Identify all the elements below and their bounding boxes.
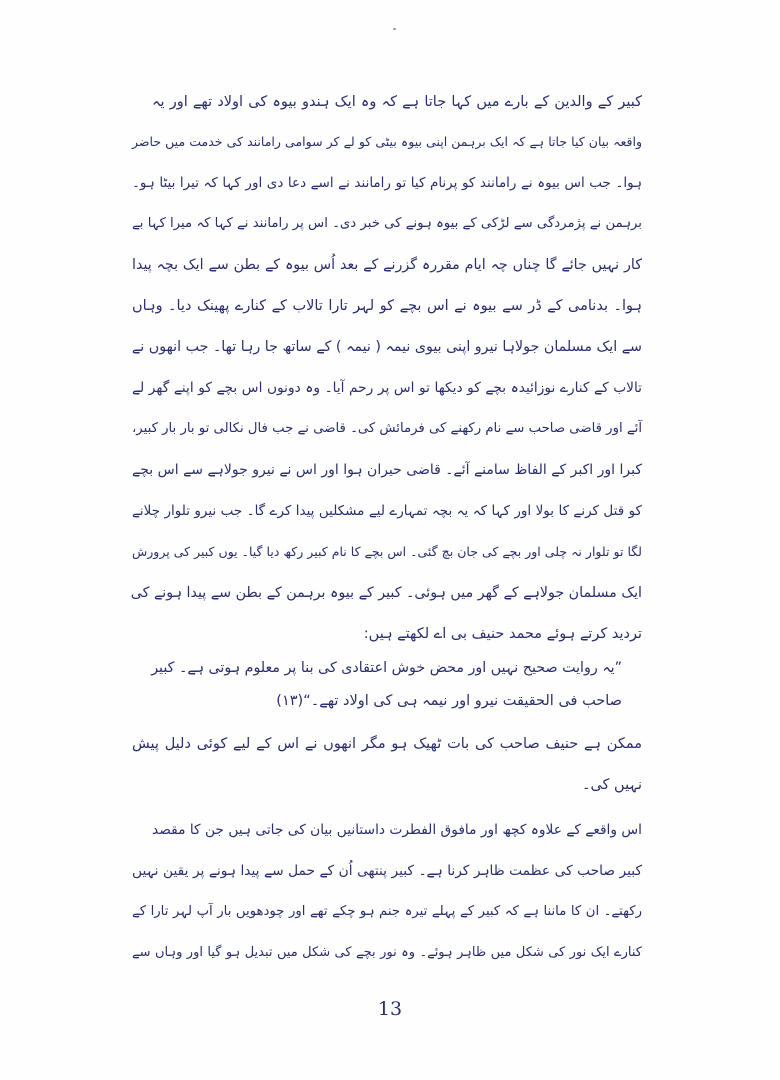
paragraph-line: لگا تو تلوار نہ چلی اور بچے کی جان بچ گئی۔ اس بچے کا نام کبیر رکھ دیا گیا۔ یوں کبیر کی پرورش xyxy=(132,544,642,559)
quote-line: صاحب فی الحقیقت نیرو اور نیمہ ہی کی اولاد تھے۔“(۱۳) xyxy=(276,693,622,709)
paragraph-line: کبیر صاحب کی عظمت ظاہر کرنا ہے۔ کبیر پنتھی اُن کے حمل سے پیدا ہونے پر یقین نہیں xyxy=(132,863,642,879)
paragraph-line: تردید کرتے ہوئے محمد حنیف بی اے لکھتے ہیں: xyxy=(363,626,642,642)
paragraph-line: سے ایک مسلمان جولاہا نیرو اپنی بیوی نیمہ ( نیمہ ) کے ساتھ جا رہا تھا۔ جب انھوں نے xyxy=(131,339,642,355)
paragraph-line: اس واقعے کے علاوہ کچھ اور مافوق الفطرت داستانیں بیان کی جاتی ہیں جن کا مقصد xyxy=(152,822,642,838)
paragraph-line: ہوا۔ بدنامی کے ڈر سے بیوہ نے اس بچے کو لہر تارا تالاب کے کنارے پھینک دیا۔ وہاں xyxy=(132,298,642,314)
paragraph-line: تالاب کے کنارے نوزائیدہ بچے کو دیکھا تو اس پر رحم آیا۔ وہ دونوں اس بچے کو اپنے گھر لے xyxy=(132,380,642,396)
paragraph-line: کبرا اور اکبر کے الفاظ سامنے آئے۔ قاضی حیران ہوا اور اس نے نیرو جولاہے سے اس بچے xyxy=(132,462,642,478)
paragraph-line: برہمن نے پژمردگی سے لڑکی کے بیوہ ہونے کی خبر دی۔ اس پر رامانند نے کہا کہ میرا کہا بے xyxy=(132,216,642,231)
paragraph-line: کو قتل کرنے کا بولا اور کہا کہ یہ بچہ تمہارے لیے مشکلیں پیدا کرے گا۔ جب نیرو تلوار چلانے xyxy=(132,503,642,519)
paragraph-line: کنارے ایک نور کی شکل میں ظاہر ہوئے۔ وہ نور بچے کی شکل میں تبدیل ہو گیا اور وہاں سے xyxy=(132,945,642,960)
page-number: 13 xyxy=(377,998,403,1020)
paragraph-line: ایک مسلمان جولاہے کے گھر میں ہوئی۔ کبیر کے بیوہ برہمن کے بطن سے پیدا ہونے کی xyxy=(130,585,642,601)
paragraph-line: کبیر کے والدین کے بارے میں کہا جاتا ہے کہ وہ ایک ہندو بیوہ کی اولاد تھے اور یہ xyxy=(152,94,642,110)
paragraph-line: آئے اور قاضی صاحب سے نام رکھنے کی فرمائش کی۔ قاضی نے جب فال نکالی تو بار بار کبیر، xyxy=(132,421,642,436)
paragraph-line: کار نہیں جائے گا چناں چہ ایام مقررہ گزرنے کے بعد اُس بیوہ کے بطن سے ایک بچہ پیدا xyxy=(132,257,642,273)
paragraph-line: ہوا۔ جب اس بیوہ نے رامانند کو پرنام کیا تو رامانند نے اسے دعا دی اور کہا کہ تیرا بیٹا ہو۔ xyxy=(132,175,642,191)
paragraph-line: رکھتے۔ ان کا ماننا ہے کہ کبیر کے پہلے تیرہ جنم ہو چکے تھے اور چودھویں بار آپ لہر تارا کے xyxy=(132,904,642,919)
paragraph-line: واقعہ بیان کیا جاتا ہے کہ ایک برہمن اپنی بیوہ بیٹی کو لے کر سوامی رامانند کی خدمت میں حاضر xyxy=(132,134,642,149)
paragraph-line: ممکن ہے حنیف صاحب کی بات ٹھیک ہو مگر انھوں نے اس کے لیے کوئی دلیل پیش xyxy=(132,736,642,752)
quote-line: ”یہ روایت صحیح نہیں اور محض خوش اعتقادی کی بنا پر معلوم ہوتی ہے۔ کبیر xyxy=(151,660,622,676)
scan-speck xyxy=(393,28,396,30)
paragraph-line: نہیں کی۔ xyxy=(581,777,642,793)
